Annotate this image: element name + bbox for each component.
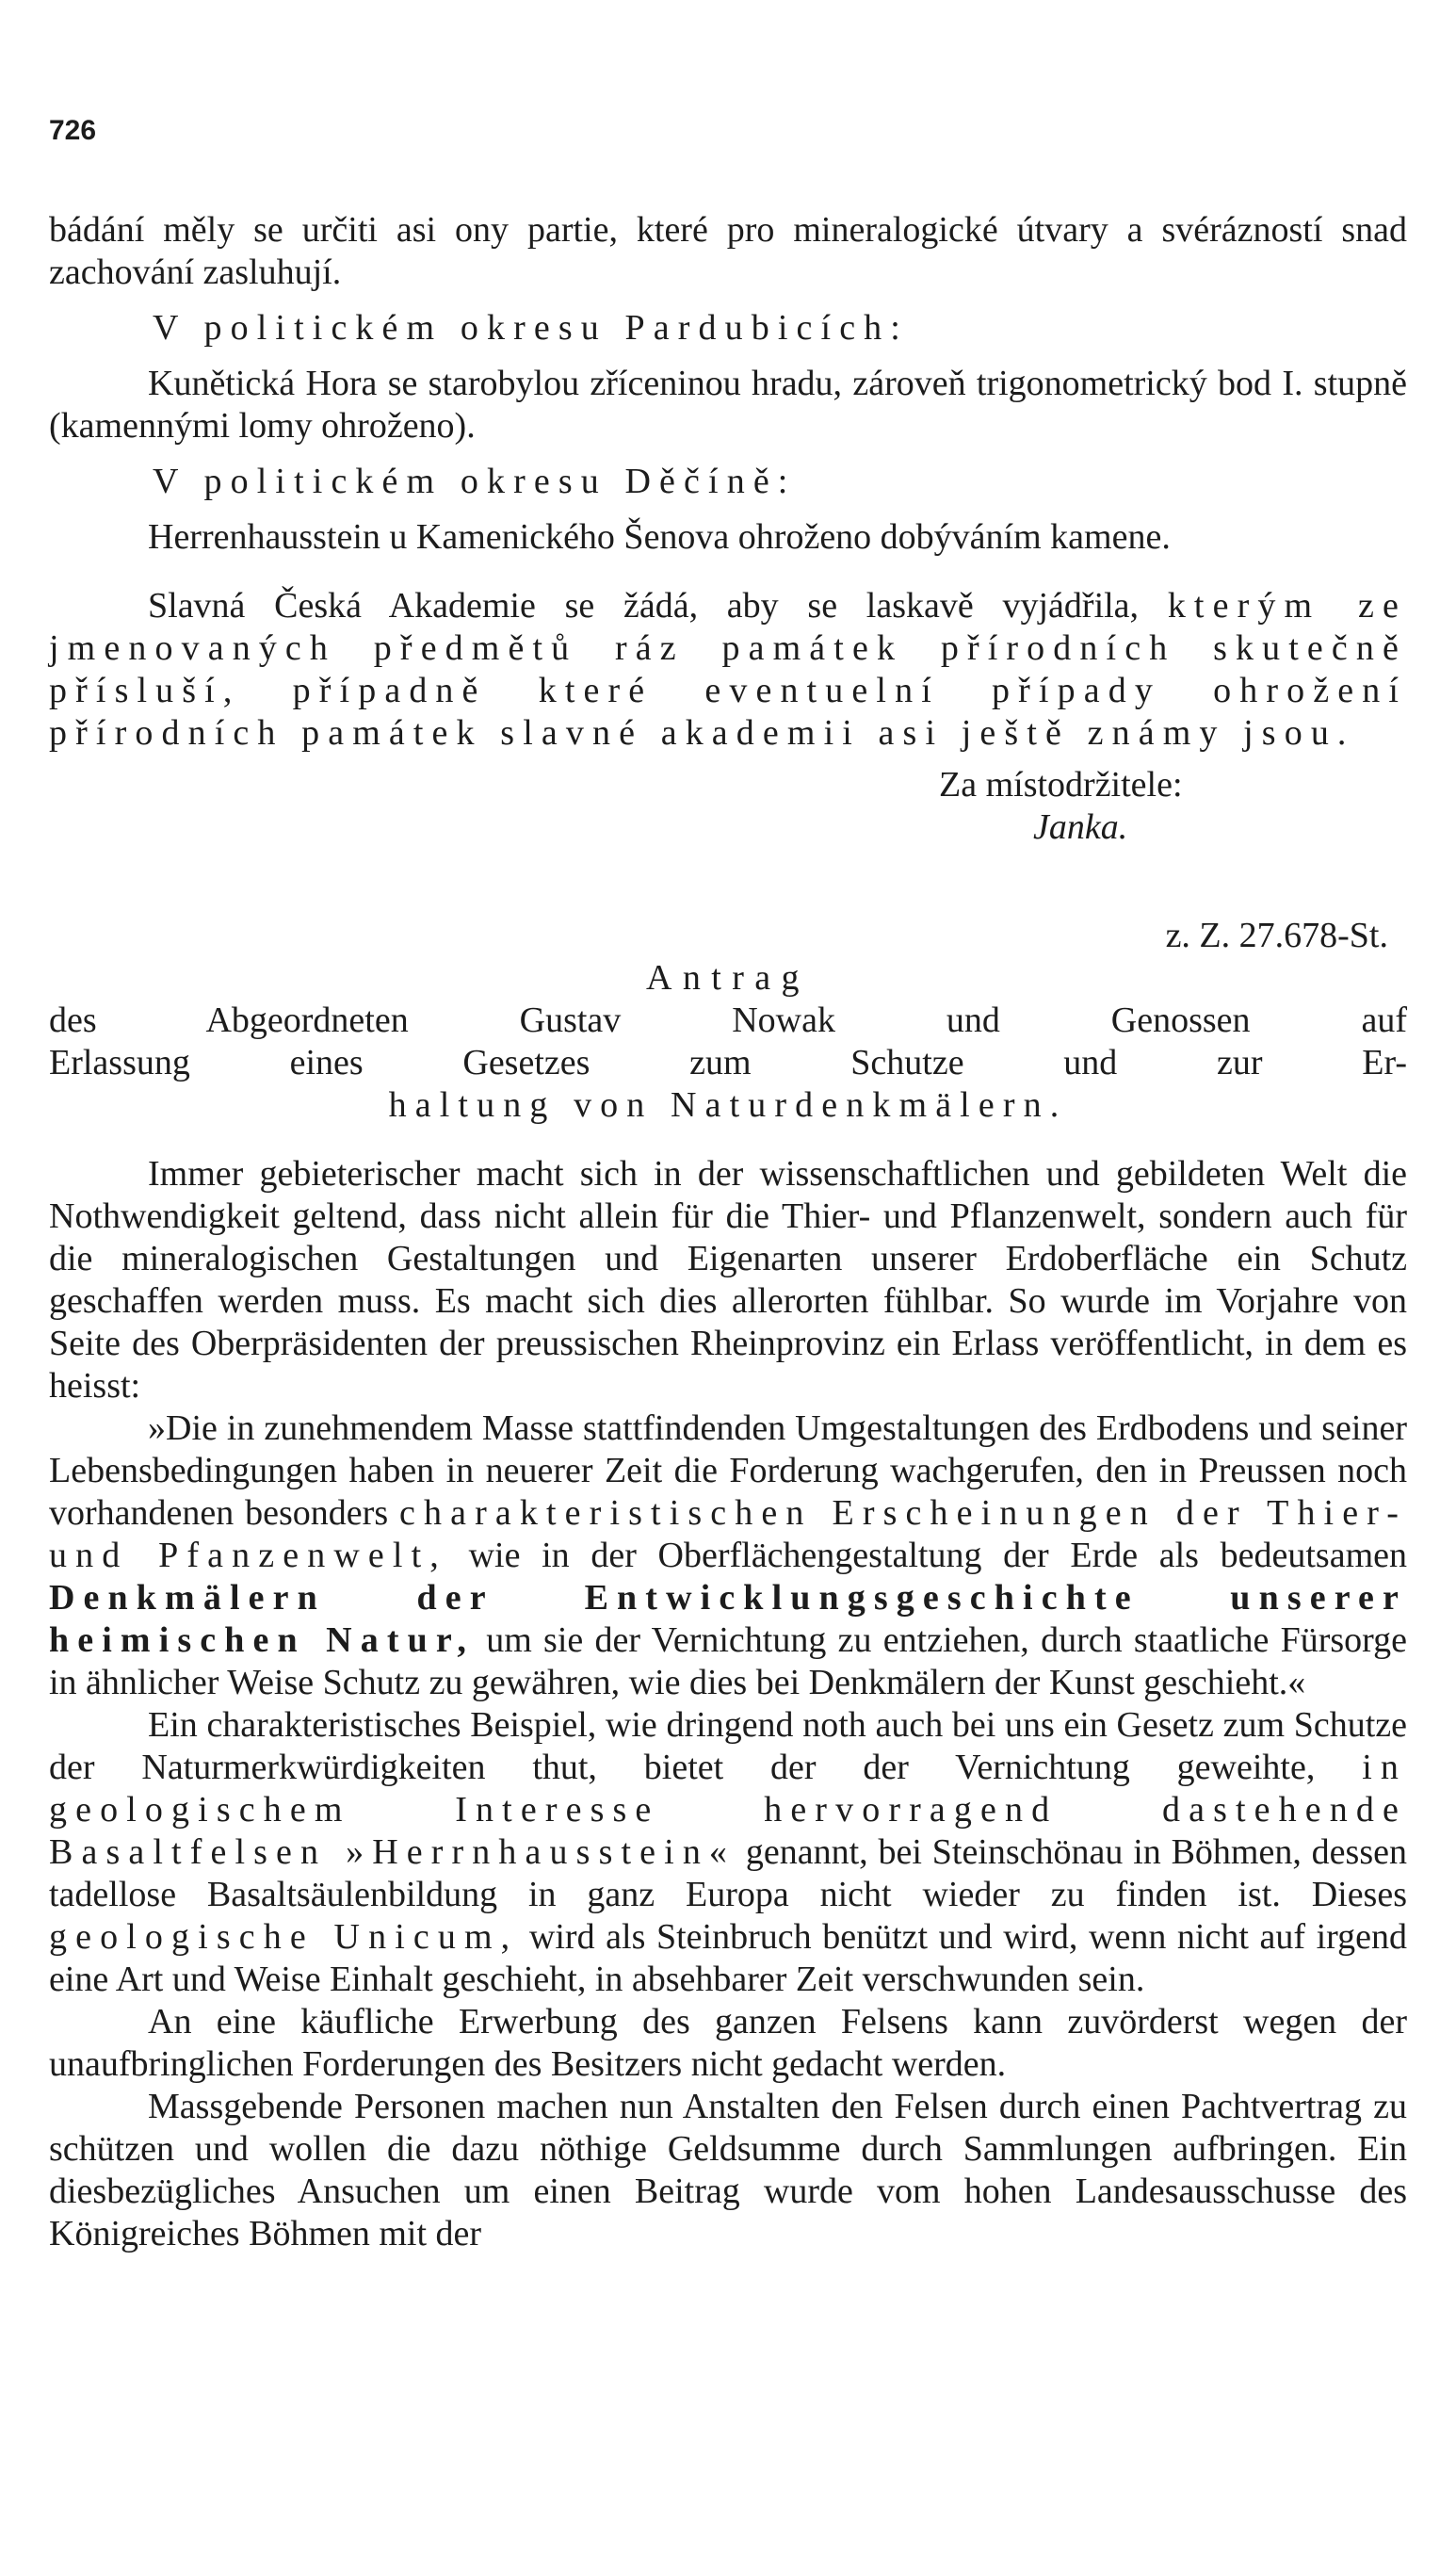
- paragraph-2: [49, 1704, 1407, 2001]
- decin-paragraph: Herrenhausstein u Kamenického Šenova ohroženo dobýváním kamene.: [148, 517, 1171, 557]
- paragraph-3: An eine käufliche Erwerbung des ganzen Felsens kann zuvörderst wegen der unaufbringlichen Forderungen des Besitzers nicht gedacht werden.: [49, 2002, 1407, 2084]
- district-heading-pardubice: V politickém okresu Pardubicích:: [153, 308, 909, 348]
- paragraph-2-spaced-1: in geologischem Interesse hervorragend dastehende Basaltfelsen »Herrnhausstein«: [49, 1748, 1408, 1872]
- quote-spaced-1: charakteristischen Erscheinungen der Thier- und Pfanzenwelt,: [49, 1493, 1408, 1575]
- intro-paragraph: bádání měly se určiti asi ony partie, které pro mineralogické útvary a svérázností snad zachování zasluhují.: [49, 210, 1407, 292]
- signature-name: Janka.: [1033, 807, 1128, 847]
- antrag-subtitle-line-3: haltung von Naturdenkmälern.: [388, 1085, 1068, 1125]
- antrag-subtitle-line-1: des Abgeordneten Gustav Nowak und Genossen auf: [49, 1000, 1407, 1040]
- antrag-title: Antrag: [646, 958, 810, 998]
- district-heading-decin: V politickém okresu Děčíně:: [153, 462, 797, 501]
- request-spaced-text: kterým ze jmenovaných předmětů ráz památek přírodních skutečně přísluší, případně které eventuelní případy ohrožení přírodních památek slavné akademii asi ještě známy jsou.: [49, 586, 1408, 753]
- antrag-subtitle-line-2: Erlassung eines Gesetzes zum Schutze und zur Er-: [49, 1043, 1407, 1082]
- paragraph-2-text-1: Ein charakteristisches Beispiel, wie dringend noth auch bei uns ein Gesetz zum Schutze der Naturmerkwürdigkeiten thut, bietet der der Vernichtung geweihte,: [49, 1705, 1407, 1787]
- paragraph-2-spaced-2: geologische Unicum,: [49, 1917, 519, 1957]
- document-page: [49, 0, 1407, 2554]
- paragraph-1: Immer gebieterischer macht sich in der wissenschaftlichen und gebildeten Welt die Nothwendigkeit geltend, dass nicht allein für die Thier- und Pflanzenwelt, sondern auch für die mineralogischen Gestaltungen und Eigenarten unserer Erdoberfläche ein Schutz geschaffen werden muss. Es macht sich dies allerorten fühlbar. So wurde im Vorjahre von Seite des Oberpräsidenten der preussischen Rheinprovinz ein Erlass veröffentlicht, in dem es heisst:: [49, 1154, 1407, 1406]
- quote-spaced-bold: Denkmälern der Entwicklungsgeschichte unserer heimischen Natur,: [49, 1578, 1407, 1660]
- quote-text-3: um sie der Vernichtung zu entziehen, durch staatliche Fürsorge in ähnlicher Weise Schutz zu gewähren, wie dies bei Denkmälern der Kunst geschieht.«: [49, 1620, 1407, 1702]
- request-text: Slavná Česká Akademie se žádá, aby se laskavě vyjádřila,: [148, 586, 1140, 626]
- pardubice-paragraph: Kunětická Hora se starobylou zříceninou hradu, zároveň trigonometrický bod I. stupně (kamennými lomy ohroženo).: [49, 364, 1407, 446]
- signature-label: Za místodržitele:: [939, 765, 1183, 805]
- paragraph-2-text-3: wird als Steinbruch benützt und wird, wenn nicht auf irgend eine Art und Weise Einhalt geschieht, in absehbarer Zeit verschwunden sein.: [49, 1917, 1407, 1999]
- body-text: [49, 209, 1407, 2255]
- reference-number: z. Z. 27.678-St.: [1165, 916, 1388, 955]
- paragraph-2-text-2: genannt, bei Steinschönau in Böhmen, dessen tadellose Basaltsäulenbildung in ganz Europa nicht wieder zu finden ist. Dieses: [49, 1832, 1407, 1914]
- quote-text-2: wie in der Oberflächengestaltung der Erde als bedeutsamen: [468, 1536, 1408, 1575]
- paragraph-4: Massgebende Personen machen nun Anstalten den Felsen durch einen Pachtvertrag zu schützen und wollen die dazu nöthige Geldsumme durch Sammlungen aufbringen. Ein diesbezügliches Ansuchen um einen Beitrag wurde vom hohen Landesausschusse des Königreiches Böhmen mit der: [49, 2087, 1407, 2253]
- quote-paragraph: [49, 1407, 1407, 1704]
- quote-text-1: »Die in zunehmendem Masse stattfindenden Umgestaltungen des Erdbodens und seiner Lebensbedingungen haben in neuerer Zeit die Forderung wachgerufen, den in Preussen noch vorhandenen besonders: [49, 1408, 1407, 1533]
- page-number: 726: [49, 115, 97, 146]
- request-paragraph: [49, 585, 1407, 755]
